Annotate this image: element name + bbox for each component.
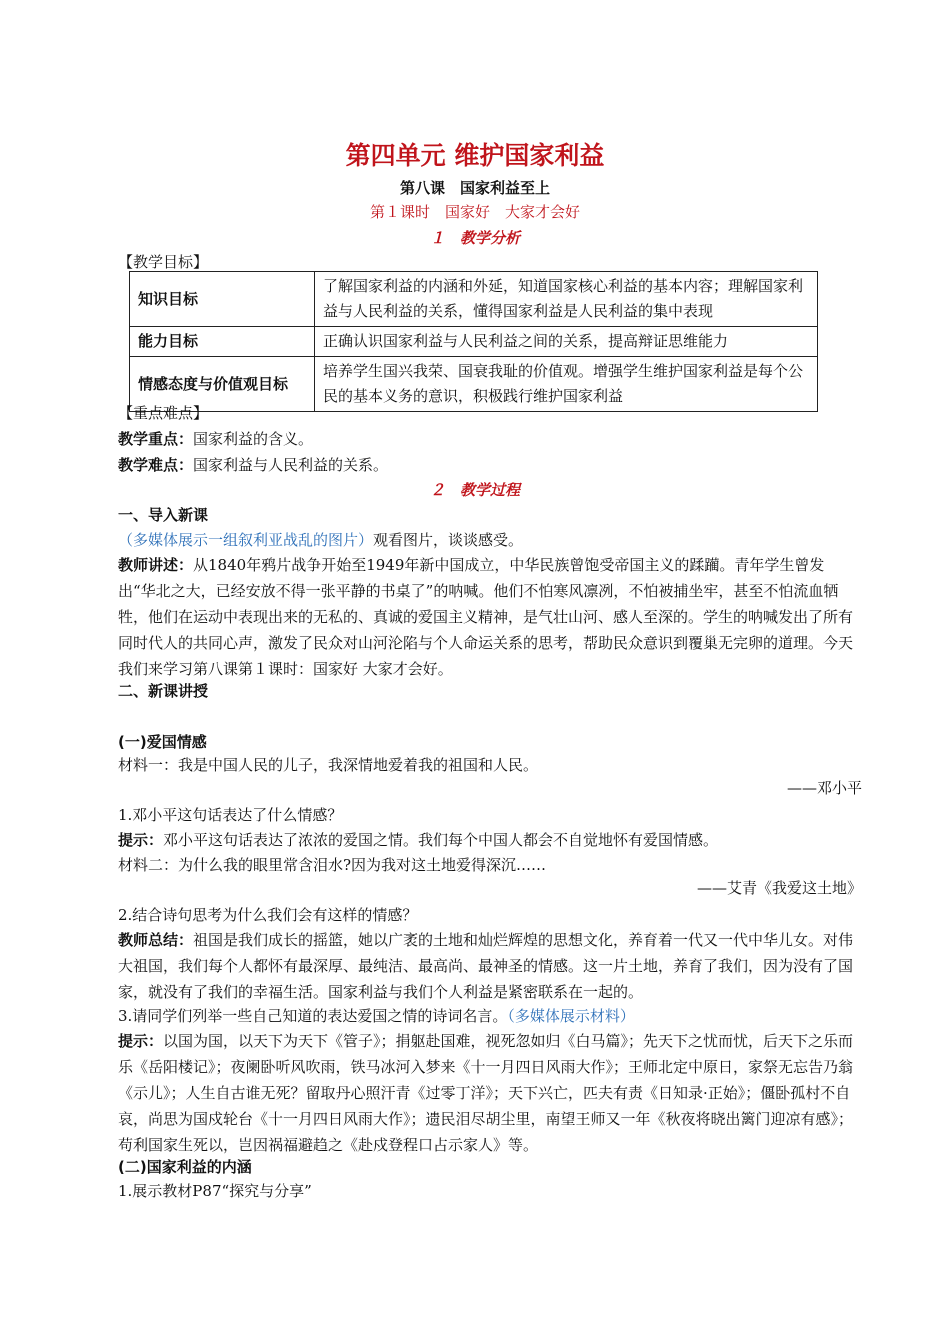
teacher-text: 从1840年鸦片战争开始至1949年新中国成立，中华民族曾饱受帝国主义的蹂躏。青年学生曾发出“华北之大，已经安放不得一张平静的书桌了”的呐喊。他们不怕寒风凛冽，不怕被捕坐牢，甚至不怕流血牺牲，他们在运动中表现出来的无私的、真诚的爱国主义精神，是气壮山河、感人至深的。学生的呐喊发出了所有同时代人的共同心声，激发了民众对山河沦陷与个人命运关系的思考，帮助民众意识到覆巢无完卵的道理。今天我们来学习第八课第１课时：国家好 大家才会好。 — [118, 556, 854, 678]
goals-table — [129, 271, 818, 412]
key-focus — [118, 426, 862, 452]
question-2: 2.结合诗句思考为什么我们会有这样的情感？ — [118, 906, 418, 924]
material2: 材料二：为什么我的眼里常含泪水?因为我对这土地爱得深沉…… — [118, 856, 547, 874]
goal-value: 培养学生国兴我荣、国衰我耻的价值观。增强学生维护国家利益是每个公民的基本义务的意识，积极践行维护国家利益 — [315, 357, 818, 412]
teacher-label: 教师讲述： — [118, 556, 194, 574]
section-title-analysis: １ 教学分析 — [429, 229, 520, 247]
goal-value: 了解国家利益的内涵和外延，知道国家核心利益的基本内容；理解国家利益与人民利益的关系，懂得国家利益是人民利益的集中表现 — [315, 272, 818, 327]
keypoints-label: 【重点难点】 — [118, 404, 209, 422]
table-row — [130, 272, 818, 327]
summary-label: 教师总结： — [118, 931, 194, 949]
key-focus-label: 教学重点： — [118, 430, 194, 448]
intro-text: 观看图片，谈谈感受。 — [373, 531, 524, 549]
tip-3-text: 以国为国，以天下为天下《管子》；捐躯赴国难，视死忽如归《白马篇》；先天下之忧而忧，后天下之乐而乐《岳阳楼记》；夜阑卧听风吹雨，铁马冰河入梦来《十一月四日风雨大作》；王师北定中原日，家祭无忘告乃翁《示儿》；人生自古谁无死？留取丹心照汗青《过零丁洋》；天下兴亡，匹夫有责《日知录·正始》；僵卧孤村不自哀，尚思为国戍轮台《十一月四日风雨大作》；遗民泪尽胡尘里，南望王师又一年《秋夜将晓出篱门迎凉有感》；苟利国家生死以，岂因祸福避趋之《赴戍登程口占示家人》等。 — [118, 1032, 854, 1154]
sub1-title: (一)爱国情感 — [118, 733, 207, 751]
part2-title: 二、新课讲授 — [118, 682, 209, 700]
table-row — [130, 327, 818, 357]
unit-title: 第四单元 维护国家利益 — [345, 141, 605, 170]
material1-source: ——邓小平 — [786, 779, 862, 797]
tip-3 — [118, 1028, 862, 1158]
key-difficulty-label: 教学难点： — [118, 456, 194, 474]
material2-source: ——艾青《我爱这土地》 — [696, 879, 862, 897]
goal-key: 知识目标 — [130, 272, 315, 327]
summary-paragraph — [118, 927, 862, 1005]
question-3 — [118, 1003, 862, 1029]
key-difficulty — [118, 452, 862, 478]
period-title: 第１课时 国家好 大家才会好 — [369, 203, 580, 221]
question-3-media: （多媒体展示材料） — [507, 1007, 635, 1025]
intro-media: （多媒体展示一组叙利亚战乱的图片） — [118, 531, 374, 549]
goal-key: 能力目标 — [130, 327, 315, 357]
key-difficulty-text: 国家利益与人民利益的关系。 — [193, 456, 389, 474]
question-1: 1.邓小平这句话表达了什么情感？ — [118, 806, 343, 824]
key-focus-text: 国家利益的含义。 — [193, 430, 314, 448]
lesson-title: 第八课 国家利益至上 — [399, 179, 550, 197]
summary-text: 祖国是我们成长的摇篮，她以广袤的土地和灿烂辉煌的思想文化，养育着一代又一代中华儿女。对伟大祖国，我们每个人都怀有最深厚、最纯洁、最高尚、最神圣的情感。这一片土地，养育了我们，因为没有了国家，就没有了我们的幸福生活。国家利益与我们个人利益是紧密联系在一起的。 — [118, 931, 854, 1001]
goal-key: 情感态度与价值观目标 — [130, 357, 315, 412]
material1: 材料一：我是中国人民的儿子，我深情地爱着我的祖国和人民。 — [118, 756, 539, 774]
item-1: 1.展示教材P87“探究与分享” — [118, 1182, 312, 1200]
tip-1 — [118, 827, 862, 853]
table-row — [130, 357, 818, 412]
goal-value: 正确认识国家利益与人民利益之间的关系，提高辩证思维能力 — [315, 327, 818, 357]
tip-label: 提示： — [118, 1032, 164, 1050]
intro-line — [118, 527, 862, 553]
goals-label: 【教学目标】 — [118, 253, 209, 271]
tip-1-text: 邓小平这句话表达了浓浓的爱国之情。我们每个中国人都会不自觉地怀有爱国情感。 — [163, 831, 719, 849]
part1-title: 一、导入新课 — [118, 506, 209, 524]
teacher-paragraph — [118, 552, 862, 682]
question-3-text: 3.请同学们列举一些自己知道的表达爱国之情的诗词名言。 — [118, 1007, 508, 1025]
tip-label: 提示： — [118, 831, 164, 849]
sub2-title: (二)国家利益的内涵 — [118, 1158, 252, 1176]
section-title-process: ２ 教学过程 — [429, 481, 520, 499]
